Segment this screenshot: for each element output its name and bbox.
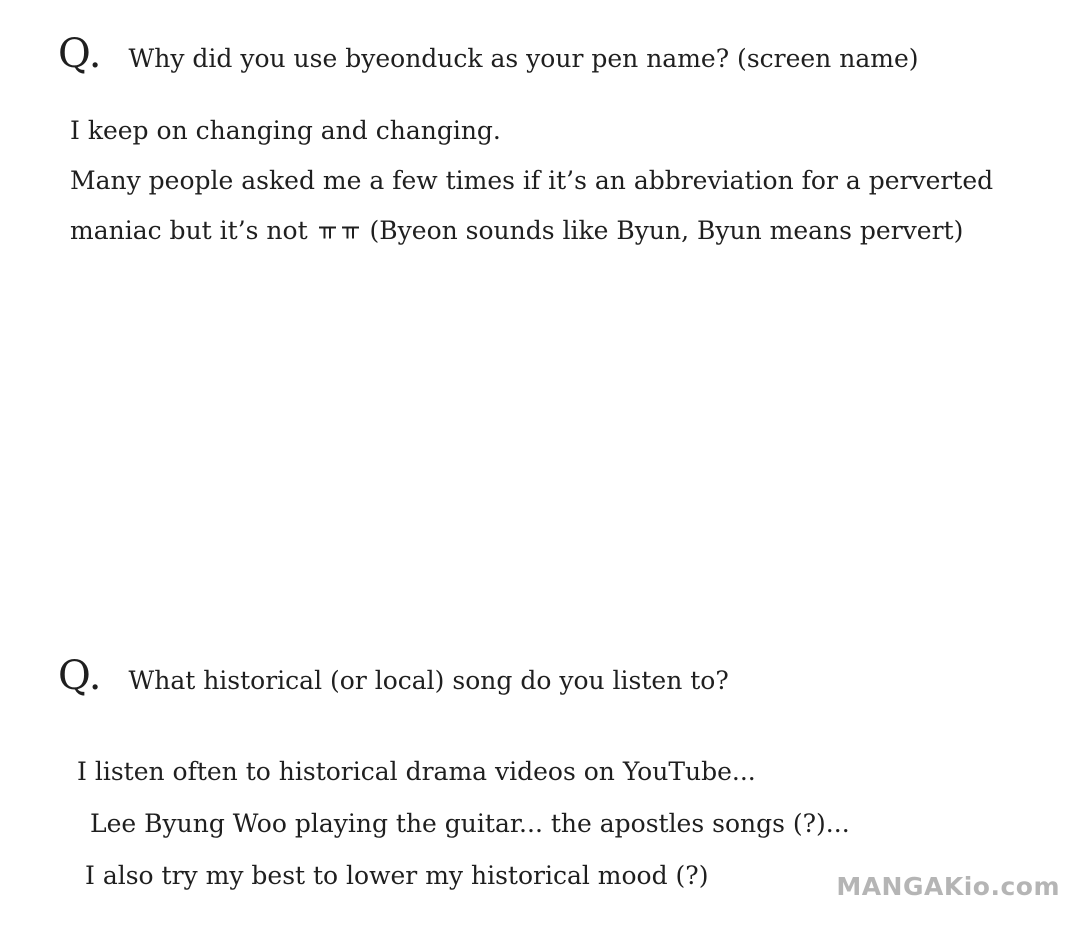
question-text: What historical (or local) song do you listen to? xyxy=(128,666,729,695)
answer-line: I listen often to historical drama videos on YouTube... xyxy=(77,757,756,786)
q-label: Q. xyxy=(58,653,102,699)
answer-line xyxy=(70,206,993,256)
question-text: Why did you use byeonduck as your pen name? (screen name) xyxy=(128,44,919,73)
answer-line: Many people asked me a few times if it’s an abbreviation for a perverted xyxy=(70,166,994,195)
crying-emoticon-icon xyxy=(318,226,360,239)
answer-line: I keep on changing and changing. xyxy=(70,116,501,145)
answer-line-prefix: maniac but it’s not xyxy=(70,216,316,245)
answer-block-historical-song xyxy=(77,746,850,902)
answer-line: I also try my best to lower my historical mood (?) xyxy=(85,861,709,890)
q-label: Q. xyxy=(58,31,102,77)
question-row-historical-song xyxy=(58,653,729,699)
answer-line-suffix: (Byeon sounds like Byun, Byun means pervert) xyxy=(361,216,964,245)
answer-block-pen-name xyxy=(70,106,993,256)
question-row-pen-name xyxy=(58,31,919,77)
answer-line: Lee Byung Woo playing the guitar... the apostles songs (?)... xyxy=(90,809,850,838)
watermark: MANGAKio.com xyxy=(836,872,1060,901)
